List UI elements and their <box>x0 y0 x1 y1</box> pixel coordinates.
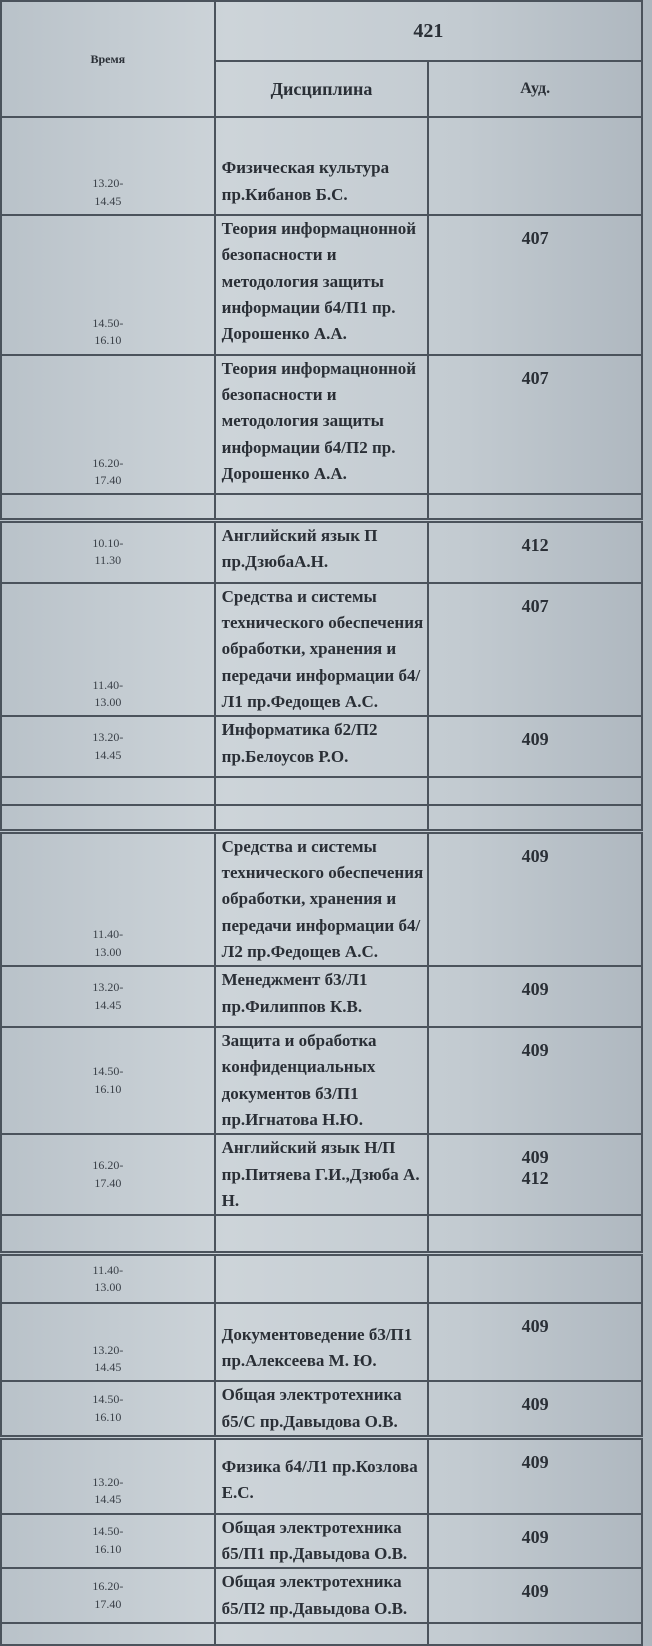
table-row <box>1 716 642 777</box>
discipline-cell: Средства и системы технического обеспечения обработки, хранения и передачи информации б4/Л2 пр.Федощев А.С. <box>215 831 429 966</box>
time-cell <box>1 777 215 805</box>
room-cell: 409 <box>428 966 642 1027</box>
table-row <box>1 1027 642 1134</box>
table-row <box>1 1253 642 1303</box>
discipline-cell: Теория информацнонной безопасности и методология защиты информации б4/П2 пр. Дорошенко А.А. <box>215 355 429 495</box>
room-cell <box>428 1253 642 1303</box>
room-cell: 409 <box>428 1514 642 1569</box>
table-row <box>1 1623 642 1645</box>
time-cell: 11.40- 13.00 <box>1 831 215 966</box>
time-cell: 16.20- 17.40 <box>1 1568 215 1623</box>
discipline-cell: Общая электротехника б5/П1 пр.Давыдова О.В. <box>215 1514 429 1569</box>
time-cell: 14.50- 16.10 <box>1 1027 215 1134</box>
time-cell <box>1 1623 215 1645</box>
discipline-column-header: Дисциплина <box>215 61 429 117</box>
room-column-header: Ауд. <box>428 61 642 117</box>
table-row <box>1 831 642 966</box>
table-row <box>1 1215 642 1253</box>
room-cell: 407 <box>428 355 642 495</box>
table-row <box>1 1303 642 1381</box>
table-row <box>1 1438 642 1514</box>
time-cell: 16.20- 17.40 <box>1 355 215 495</box>
discipline-cell: Физика б4/Л1 пр.Козлова Е.С. <box>215 1438 429 1514</box>
group-header: 421 <box>215 1 642 61</box>
room-cell: 409 <box>428 1381 642 1437</box>
time-cell: 13.20- 14.45 <box>1 1438 215 1514</box>
time-cell: 16.20- 17.40 <box>1 1134 215 1215</box>
room-cell: 412 <box>428 520 642 582</box>
room-cell: 409 <box>428 1027 642 1134</box>
discipline-cell <box>215 777 429 805</box>
room-cell <box>428 1215 642 1253</box>
table-row <box>1 1514 642 1569</box>
table-row <box>1 966 642 1027</box>
table-row <box>1 520 642 582</box>
room-cell: 407 <box>428 215 642 355</box>
table-row <box>1 215 642 355</box>
discipline-cell: Общая электротехника б5/С пр.Давыдова О.В. <box>215 1381 429 1437</box>
table-row <box>1 805 642 831</box>
discipline-cell: Общая электротехника б5/П2 пр.Давыдова О.В. <box>215 1568 429 1623</box>
room-cell <box>428 777 642 805</box>
table-row <box>1 1568 642 1623</box>
discipline-cell: Менеджмент б3/Л1 пр.Филиппов К.В. <box>215 966 429 1027</box>
discipline-cell <box>215 805 429 831</box>
time-cell: 14.50- 16.10 <box>1 215 215 355</box>
time-cell: 13.20- 14.45 <box>1 117 215 215</box>
time-cell: 13.20- 14.45 <box>1 716 215 777</box>
room-cell <box>428 117 642 215</box>
discipline-cell: Теория информацнонной безопасности и методология защиты информации б4/П1 пр. Дорошенко А.А. <box>215 215 429 355</box>
time-cell: 11.40- 13.00 <box>1 1253 215 1303</box>
room-cell: 409 <box>428 1568 642 1623</box>
table-row <box>1 117 642 215</box>
time-cell <box>1 1215 215 1253</box>
time-cell <box>1 494 215 520</box>
discipline-cell <box>215 494 429 520</box>
discipline-cell: Защита и обработка конфиденциальных документов б3/П1 пр.Игнатова Н.Ю. <box>215 1027 429 1134</box>
time-cell: 10.10- 11.30 <box>1 520 215 582</box>
table-row <box>1 1381 642 1437</box>
discipline-cell <box>215 1215 429 1253</box>
room-cell <box>428 1623 642 1645</box>
table-row <box>1 583 642 717</box>
room-cell: 409 <box>428 831 642 966</box>
room-cell: 409 <box>428 1303 642 1381</box>
discipline-cell <box>215 1623 429 1645</box>
discipline-cell: Средства и системы технического обеспечения обработки, хранения и передачи информации б4/Л1 пр.Федощев А.С. <box>215 583 429 717</box>
table-row <box>1 355 642 495</box>
room-cell: 409 412 <box>428 1134 642 1215</box>
room-cell: 407 <box>428 583 642 717</box>
time-column-header: Время <box>1 1 215 117</box>
table-row <box>1 1134 642 1215</box>
time-cell: 14.50- 16.10 <box>1 1514 215 1569</box>
discipline-cell: Английский язык П пр.ДзюбаА.Н. <box>215 520 429 582</box>
time-cell: 14.50- 16.10 <box>1 1381 215 1437</box>
room-cell <box>428 494 642 520</box>
time-cell: 11.40- 13.00 <box>1 583 215 717</box>
discipline-cell <box>215 1253 429 1303</box>
room-cell <box>428 805 642 831</box>
room-cell: 409 <box>428 716 642 777</box>
discipline-cell: Документоведение б3/П1 пр.Алексеева М. Ю. <box>215 1303 429 1381</box>
table-row <box>1 777 642 805</box>
discipline-cell: Английский язык Н/П пр.Питяева Г.И.,Дзюба А. Н. <box>215 1134 429 1215</box>
time-cell: 13.20- 14.45 <box>1 1303 215 1381</box>
room-cell: 409 <box>428 1438 642 1514</box>
time-cell <box>1 805 215 831</box>
discipline-cell: Информатика б2/П2 пр.Белоусов Р.О. <box>215 716 429 777</box>
discipline-cell: Физическая культура пр.Кибанов Б.С. <box>215 117 429 215</box>
time-cell: 13.20- 14.45 <box>1 966 215 1027</box>
table-row <box>1 494 642 520</box>
